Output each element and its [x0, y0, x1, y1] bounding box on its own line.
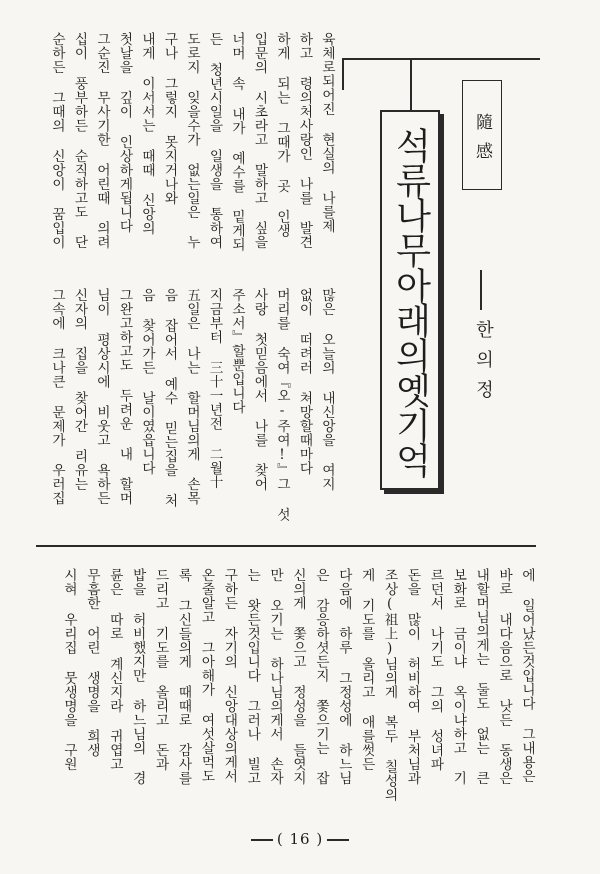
text-column: 에 일어났든것입니다 그내용은	[519, 568, 535, 783]
page-number-close: )	[316, 830, 324, 848]
text-column: 만 오기는 하나님의게서 손자	[267, 568, 284, 786]
frame-line-top	[342, 58, 442, 60]
author-dash	[480, 270, 482, 310]
text-column: 하고 령의처사랑인 나를 발견	[296, 32, 313, 250]
page-number-dash-right	[327, 839, 349, 841]
text-column: 십이 풍부하든 순직하고도 단	[71, 32, 88, 250]
text-column: 첫날을 깊이 인상하게됩니다	[116, 32, 133, 233]
text-column: 五일은 나는 할머님의게 손목	[184, 288, 200, 506]
text-column: 시혀 우리집 뭇생명을 구원	[61, 568, 77, 772]
text-column: 구나 그렇지 못지거나와	[161, 32, 178, 205]
text-column: 순하든 그때의 신앙이 꿈입이	[49, 32, 65, 250]
text-column: 하게 되는 그때가 곳 인생	[274, 32, 290, 238]
text-column: 무흠한 어린 생명을 희생	[83, 568, 100, 758]
text-column: 음 잡어서 예수 믿는집을 처	[161, 288, 178, 508]
text-column: 내할머님의게는 둘도 없는 큰	[473, 568, 490, 786]
page-number-open: (	[276, 830, 284, 848]
text-column: 주소서』할뿐입니다	[229, 288, 245, 414]
text-column: 육체로되어진 현실의 나를제	[319, 32, 335, 233]
text-column: 그순진 무사기한 어린때 의려	[94, 32, 110, 250]
text-column: 든 청년시일을 일생을 통하여	[206, 32, 223, 250]
text-column: 사랑 첫믿음에서 나를 찾어	[251, 288, 268, 492]
text-column: 조상(祖上)님의게 복두 칠성의	[381, 568, 398, 802]
text-column: 입문의 시초라고 말하고 싶을	[251, 32, 268, 250]
category-box	[462, 80, 502, 190]
category-label: 隨感	[472, 112, 492, 171]
text-column: 음 찾어가든 날이였읍니다	[139, 288, 155, 475]
text-column: 신자의 집을 찾어간 리유는	[71, 288, 88, 492]
text-column: 많은 오늘의 내신앙을 여지	[319, 288, 335, 492]
text-column: 없이 떠려러 쳐망할때마다	[296, 288, 313, 475]
text-column: 지금부터 三十一년전 二월十	[206, 288, 223, 489]
text-column: 너머 속 내가 예수를 밑게되	[229, 32, 245, 252]
text-column: 르던서 나기도 그의 성녀파	[427, 568, 444, 772]
text-column: 님이 평상시에 비웃고 욕하든	[94, 288, 110, 506]
title-box	[380, 110, 440, 490]
text-column: 게 기도를 올리고 애를썻든	[358, 568, 375, 772]
text-column: 머리를 숙여『오-주여!』그 섯	[274, 288, 290, 522]
text-column: 은 감응하셧든지 쫓으기는 잡	[312, 568, 329, 786]
text-column: 다음에 하루 그정성에 하느님	[335, 568, 352, 786]
author-name: 한의정	[473, 320, 494, 410]
frame-line-left	[342, 58, 344, 90]
section-divider	[36, 545, 536, 547]
text-column: 내게 이서서는 때때 신앙의	[139, 32, 155, 236]
text-column: 돈을 많이 허비하여 부처님과	[404, 568, 421, 786]
text-column: 드리고 기도를 올리고 돈과	[152, 568, 169, 772]
text-column: 는 왓든것입니다 그러나 빌고	[244, 568, 261, 786]
text-column: 온줄알고 그아해가 여섯살먹도	[198, 568, 215, 783]
text-column: 바로 내다음으로 낫든 동생은	[496, 568, 513, 786]
page-number-dash-left	[251, 839, 273, 841]
text-column: 록 그신들의게 때때로 감사를	[175, 568, 192, 786]
frame-line-title-top	[410, 58, 412, 110]
text-column: 그완고하고도 두려운 내 할머	[116, 288, 133, 506]
text-column: 그속에 크나큰 문제가 우러집	[49, 288, 65, 506]
text-column: 도로지 잊을수가 없는일은 누	[184, 32, 200, 250]
text-column: 신의게 쫓으고 정성을 들엿지	[290, 568, 306, 786]
article-title: 석류나무아래의옛기억	[390, 127, 431, 477]
text-column: 륜은 따로 계신지라 귀엽고	[106, 568, 123, 772]
page-number	[0, 830, 600, 848]
text-column: 보화로 금이냐 옥이냐하고 기	[450, 568, 467, 786]
text-column: 구하든 자기의 신앙대상의게서	[221, 568, 238, 783]
text-column: 밥을 허비했지만 하느님의 경	[129, 568, 146, 786]
frame-line-right	[440, 58, 540, 60]
page-number-value: 16	[289, 830, 311, 848]
